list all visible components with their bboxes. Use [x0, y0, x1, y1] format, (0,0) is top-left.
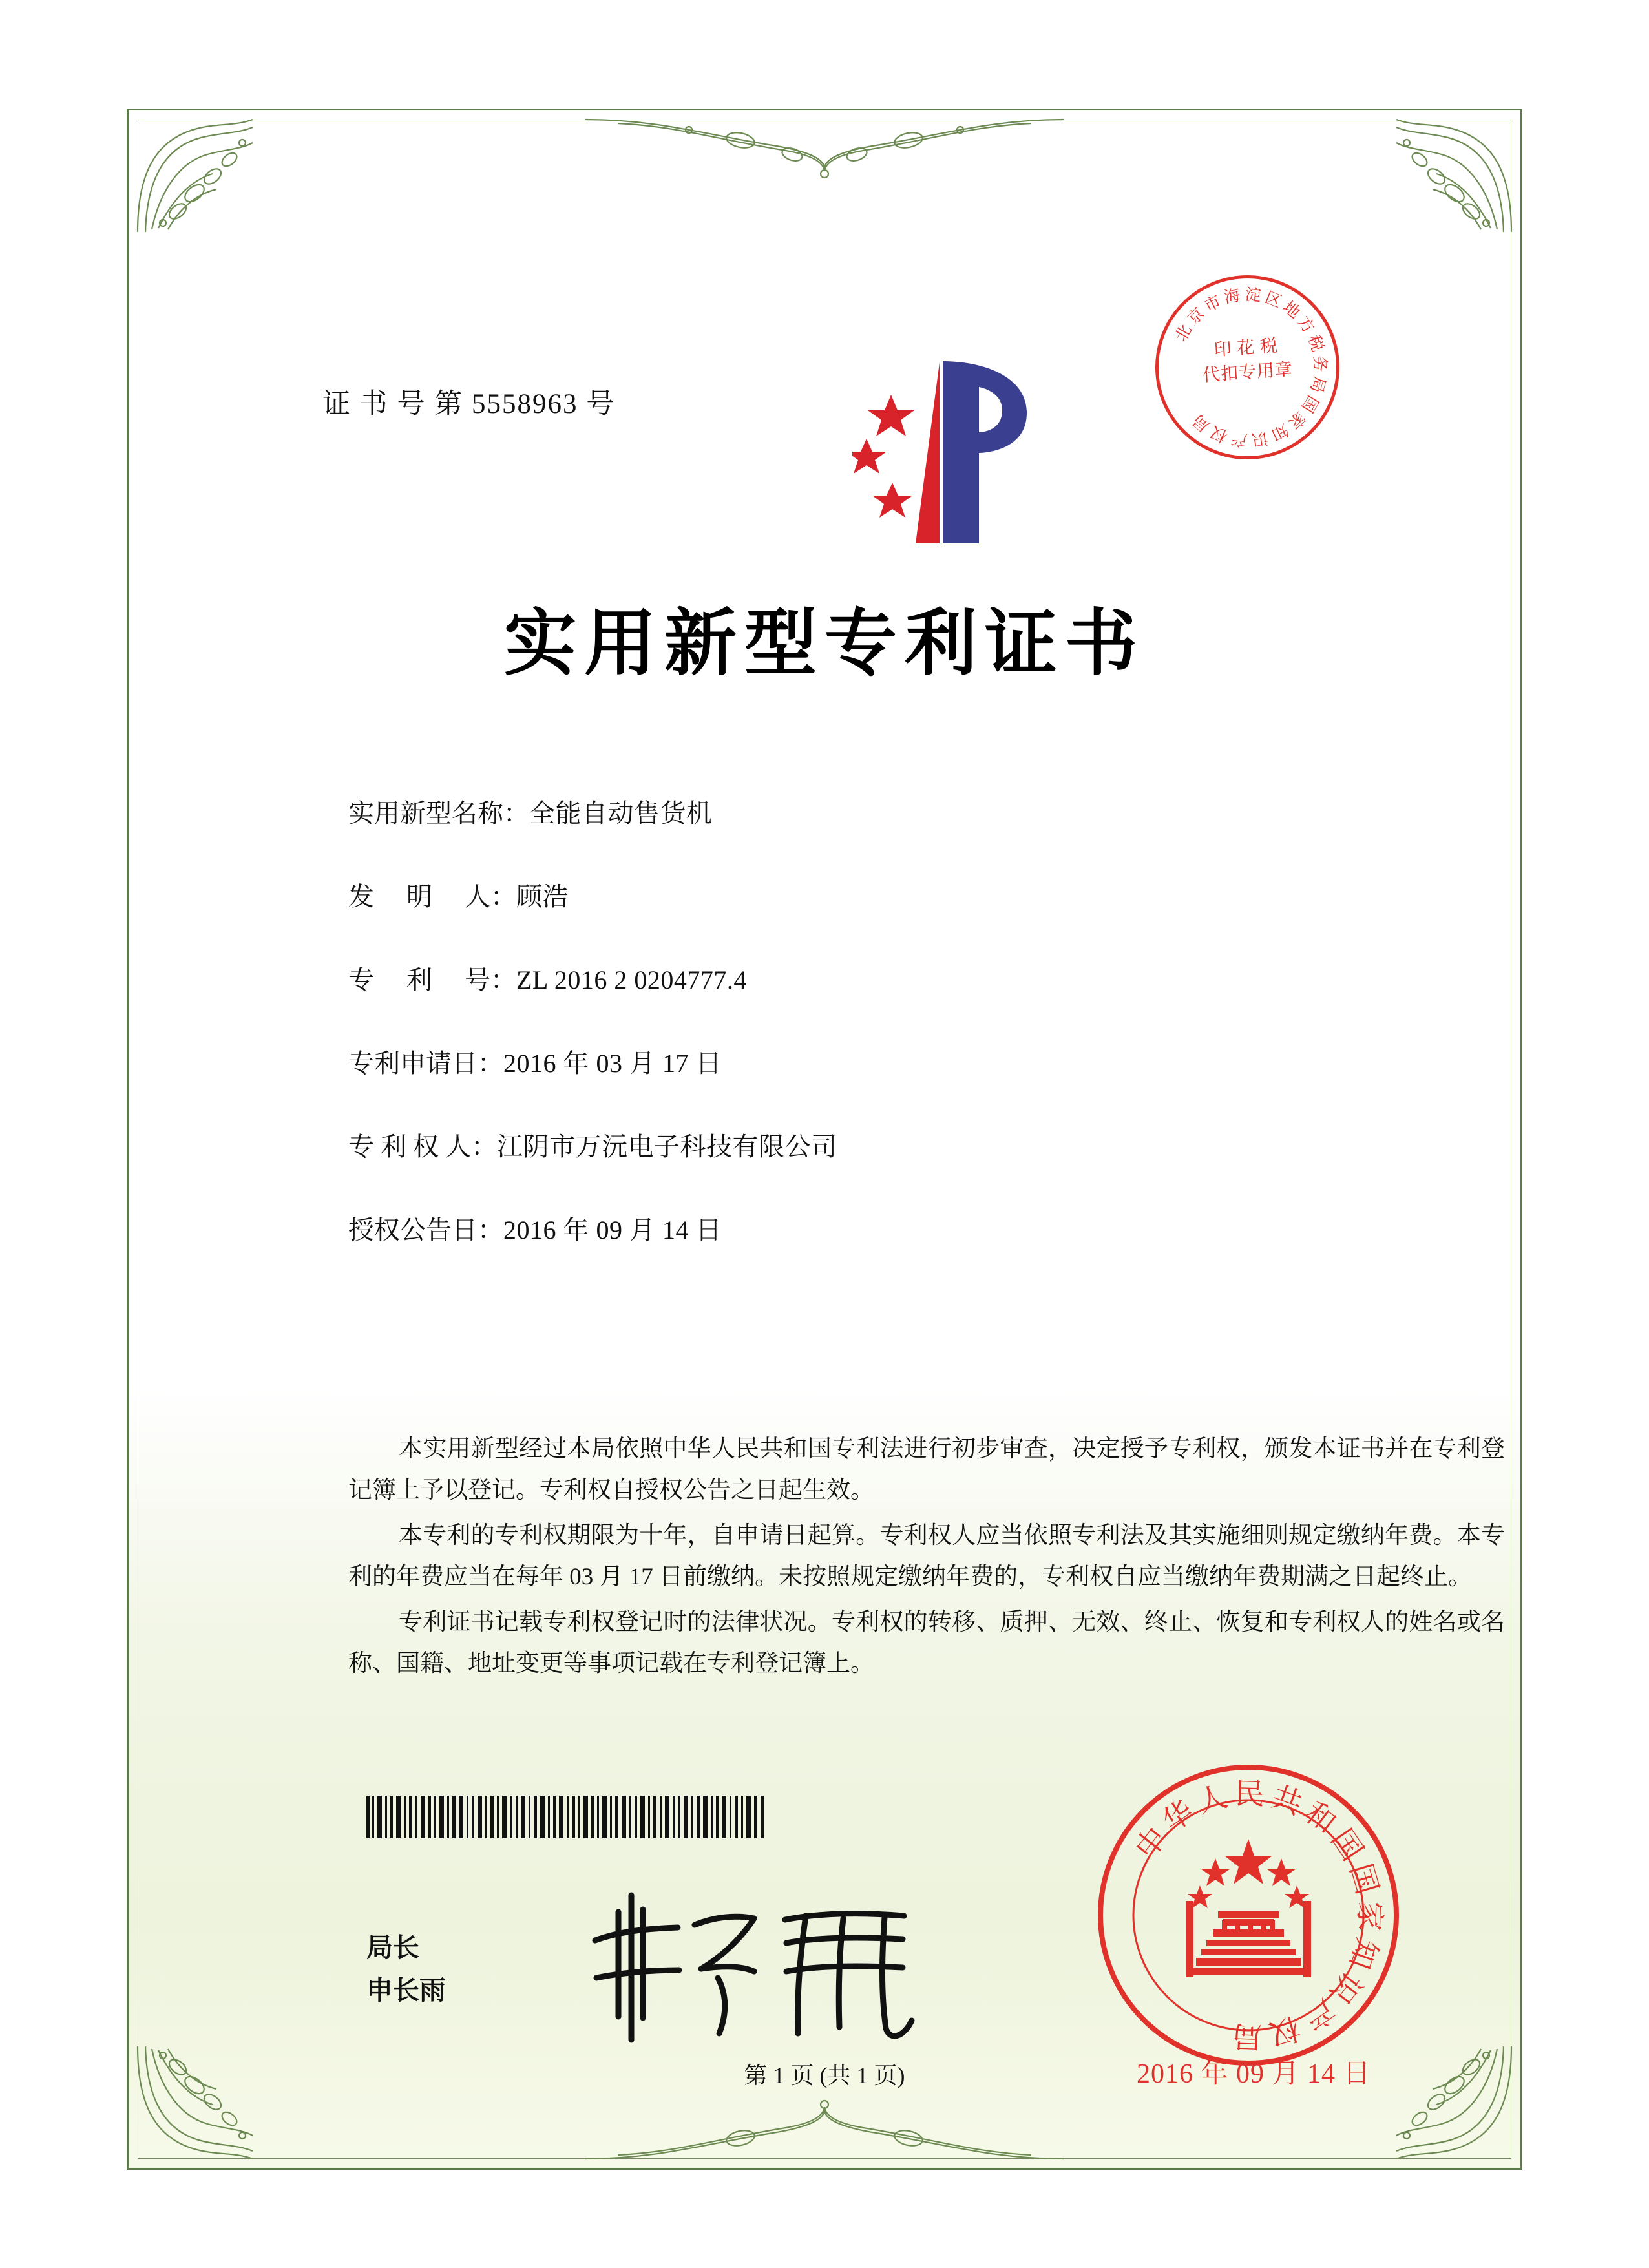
tax-stamp-line2: 代扣专用章: [1202, 359, 1294, 385]
svg-text:中华人民共和国国家知识产权局: 中华人民共和国国家知识产权局: [1129, 1777, 1387, 2053]
page-title: 实用新型专利证书: [504, 601, 1145, 686]
director-block: [366, 1926, 446, 2011]
national-stamp-date: 2016 年 09 月 14 日: [1137, 2059, 1371, 2089]
page-footer: 第 1 页 (共 1 页): [744, 2063, 905, 2088]
field-value-grant-date: 2016 年 09 月 14 日: [503, 1215, 722, 1244]
certificate-frame: [127, 109, 1522, 2170]
field-row-patentee: [348, 1129, 1382, 1165]
certificate-number: 证 书 号 第 5558963 号: [322, 389, 616, 419]
field-value-patentee: 江阴市万沅电子科技有限公司: [497, 1132, 837, 1161]
top-center-ornament: [579, 112, 1070, 183]
legal-paragraph-2: 本专利的专利权期限为十年，自申请日起算。专利权人应当依照专利法及其实施细则规定缴纳年费。本专利的年费应当在每年 03 月 17 日前缴纳。未按照规定缴纳年费的，专利权自应当缴纳年费期满之日起终止。: [348, 1522, 1505, 1590]
field-label-patentee: 专 利 权 人：: [348, 1132, 497, 1161]
bottom-center-ornament: [579, 2095, 1070, 2167]
cnipa-logo-icon: [852, 356, 1066, 550]
field-row-patent-number: [348, 962, 1382, 998]
field-label-application-date: 专利申请日：: [348, 1049, 503, 1078]
svg-text:北京市海淀区地方税务局国家知识产权局: 北京市海淀区地方税务局国家知识产权局: [1172, 286, 1329, 449]
tax-stamp-line1: 印 花 税: [1213, 335, 1279, 360]
field-label-grant-date: 授权公告日：: [348, 1215, 503, 1244]
field-label-name: 实用新型名称：: [348, 799, 529, 828]
field-value-name: 全能自动售货机: [529, 799, 713, 828]
director-label: 局长: [366, 1933, 419, 1962]
field-row-application-date: [348, 1045, 1382, 1082]
field-value-application-date: 2016 年 03 月 17 日: [503, 1049, 722, 1078]
field-value-patent-number: ZL 2016 2 0204777.4: [516, 965, 747, 994]
director-name: 申长雨: [366, 1975, 446, 2005]
field-label-inventor: 发 明 人：: [348, 882, 516, 911]
field-list: [348, 795, 1382, 1296]
tax-stamp: [1149, 269, 1345, 465]
field-row-inventor: [348, 879, 1382, 915]
barcode: [366, 1796, 766, 1838]
national-ip-administration-stamp: [1098, 1765, 1399, 2066]
legal-paragraph-3: 专利证书记载专利权登记时的法律状况。专利权的转移、质押、无效、终止、恢复和专利权人的姓名或名称、国籍、地址变更等事项记载在专利登记簿上。: [348, 1609, 1505, 1677]
field-value-inventor: 顾浩: [516, 882, 569, 911]
field-label-patent-number: 专 利 号：: [348, 965, 516, 994]
field-row-name: [348, 795, 1382, 832]
field-row-grant-date: [348, 1212, 1382, 1248]
legal-text-block: [348, 1429, 1505, 1688]
legal-paragraph-1: 本实用新型经过本局依照中华人民共和国专利法进行初步审查，决定授予专利权，颁发本证书并在专利登记簿上予以登记。专利权自授权公告之日起生效。: [348, 1436, 1505, 1504]
handwritten-signature: [581, 1881, 943, 2049]
national-emblem-icon: [1168, 1832, 1329, 1994]
